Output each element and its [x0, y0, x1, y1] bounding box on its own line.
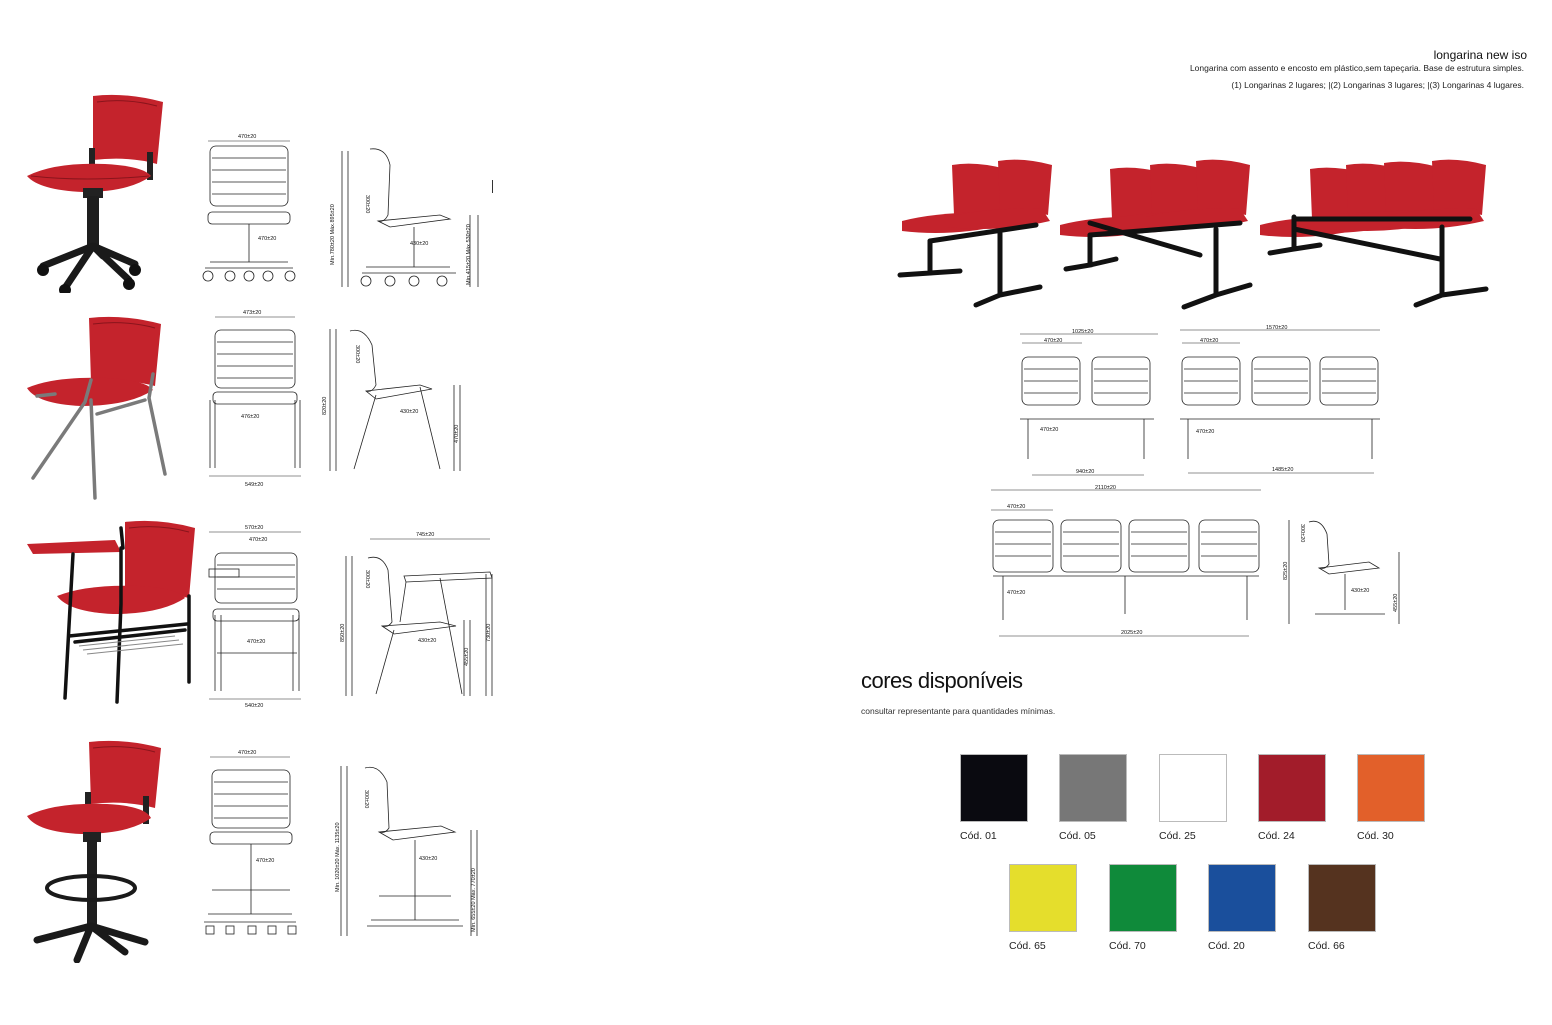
option-line: (1) Longarinas 2 lugares; |(2) Longarinas 3 lugares; |(3) Longarinas 4 lugares. [1231, 80, 1524, 90]
dim-total-height: Mín. 1020±20 Máx. 1135±20 [335, 822, 341, 892]
longarina-photos [890, 155, 1510, 325]
color-swatch [1159, 754, 1227, 822]
product-universitaria [0, 490, 700, 720]
dim-base-width: 549±20 [245, 482, 264, 488]
side-view-fixa [320, 325, 470, 475]
color-swatch [1308, 864, 1376, 932]
longarina-4-lugares [1260, 160, 1486, 305]
colors-title: cores disponíveis [861, 668, 1023, 693]
product-fixa [0, 300, 700, 500]
dim-front-width: 470±20 [238, 750, 257, 756]
dim-total-height: 850±20 [340, 623, 346, 642]
dim-seat-depth: 430±20 [410, 241, 429, 247]
dim-seat-depth: 430±20 [419, 856, 438, 862]
dim-longarina3-seat: 470±20 [1200, 338, 1219, 344]
dim-total-height: Mín.780±20 Máx.895±20 [330, 204, 336, 265]
dim-longarina4-base: 2025±20 [1121, 630, 1143, 636]
dim-back-height: 300±20 [363, 790, 369, 809]
dim-seat-height: 470±20 [454, 424, 460, 443]
front-view-giratoria [200, 130, 300, 290]
front-view-fixa [205, 308, 305, 488]
chair-photo-fixa [25, 314, 175, 509]
dim-seat-width: 470±20 [258, 236, 277, 242]
dim-longarina4-seat: 470±20 [1007, 504, 1026, 510]
product-caixa [0, 730, 700, 970]
color-swatch [960, 754, 1028, 822]
longarina-title: longarina new iso [1433, 48, 1527, 62]
front-view-universitaria [205, 523, 305, 708]
dim-tablet-height: 730±20 [486, 623, 492, 642]
longarina-2-lugares [900, 160, 1052, 305]
color-code: Cód. 01 [960, 830, 997, 842]
dim-longarina4-total: 2110±20 [1095, 485, 1116, 491]
color-code: Cód. 05 [1059, 830, 1096, 842]
description-line: Longarina com assento e encosto em plástico,sem tapeçaria. Base de estrutura simples. [1189, 63, 1524, 73]
front-view-caixa [200, 748, 300, 938]
dim-total-width: 570±20 [245, 525, 264, 531]
colors-note: consultar representante para quantidades mínimas. [861, 706, 1056, 716]
dim-longarina3-seat2: 470±20 [1196, 429, 1215, 435]
dim-longarina2-seat2: 470±20 [1040, 427, 1059, 433]
side-view-universitaria [340, 530, 505, 700]
dim-seat-height: Mín.415±20 Máx.530±20 [466, 224, 472, 285]
dim-seat-depth: 430±20 [400, 409, 419, 415]
color-code: Cód. 30 [1357, 830, 1394, 842]
dim-front-width: 470±20 [238, 134, 257, 140]
side-view-caixa [335, 760, 485, 940]
dim-seat-depth: 430±20 [418, 638, 437, 644]
color-code: Cód. 20 [1208, 940, 1245, 952]
side-view-giratoria [330, 145, 490, 290]
dim-base-width: 540±20 [245, 703, 264, 709]
dim-longarina4-back: 300±20 [1299, 524, 1305, 543]
dim-longarina4-seat2: 470±20 [1007, 590, 1026, 596]
dim-front-width: 470±20 [249, 537, 268, 543]
color-code: Cód. 25 [1159, 830, 1196, 842]
color-code: Cód. 66 [1308, 940, 1345, 952]
text-cursor [492, 180, 493, 193]
color-swatch [1258, 754, 1326, 822]
dim-longarina4-depth: 430±20 [1351, 588, 1370, 594]
color-swatch [1208, 864, 1276, 932]
dim-seat-width: 470±20 [247, 639, 266, 645]
color-swatch [1059, 754, 1127, 822]
dim-longarina4-height: 825±20 [1283, 561, 1289, 580]
product-giratoria [0, 80, 700, 295]
dim-longarina3-base: 1485±20 [1272, 467, 1294, 473]
dim-seat-width: 476±20 [241, 414, 260, 420]
dim-back-height: 300±20 [364, 195, 370, 214]
dim-longarina2-base: 940±20 [1076, 469, 1095, 475]
chair-photo-caixa [25, 738, 165, 968]
dim-longarina2-total: 1025±20 [1072, 329, 1094, 335]
color-code: Cód. 24 [1258, 830, 1295, 842]
color-swatch [1357, 754, 1425, 822]
dim-back-height: 300±20 [364, 570, 370, 589]
dim-longarina4-seat-h: 455±20 [1393, 593, 1399, 612]
longarina-3-lugares [1060, 160, 1250, 307]
color-swatch [1009, 864, 1077, 932]
color-code: Cód. 70 [1109, 940, 1146, 952]
dim-seat-height: 455±20 [464, 647, 470, 666]
color-code: Cód. 65 [1009, 940, 1046, 952]
chair-photo-universitaria [25, 518, 200, 718]
longarina-drawing-2-3 [1010, 325, 1390, 485]
dim-longarina3-total: 1570±20 [1266, 325, 1288, 331]
dim-front-width: 473±20 [243, 310, 262, 316]
dim-total-height: 820±20 [322, 396, 328, 415]
color-swatch [1109, 864, 1177, 932]
dim-seat-width: 470±20 [256, 858, 275, 864]
dim-tablet: 745±20 [416, 532, 435, 538]
longarina-drawing-4 [985, 480, 1410, 645]
chair-photo-giratoria [25, 88, 175, 298]
dim-back-height: 300±20 [354, 345, 360, 364]
longarina-description [1190, 63, 1524, 91]
dim-longarina2-seat: 470±20 [1044, 338, 1063, 344]
dim-seat-height: Mín. 655±20 Máx. 770±20 [471, 868, 477, 932]
